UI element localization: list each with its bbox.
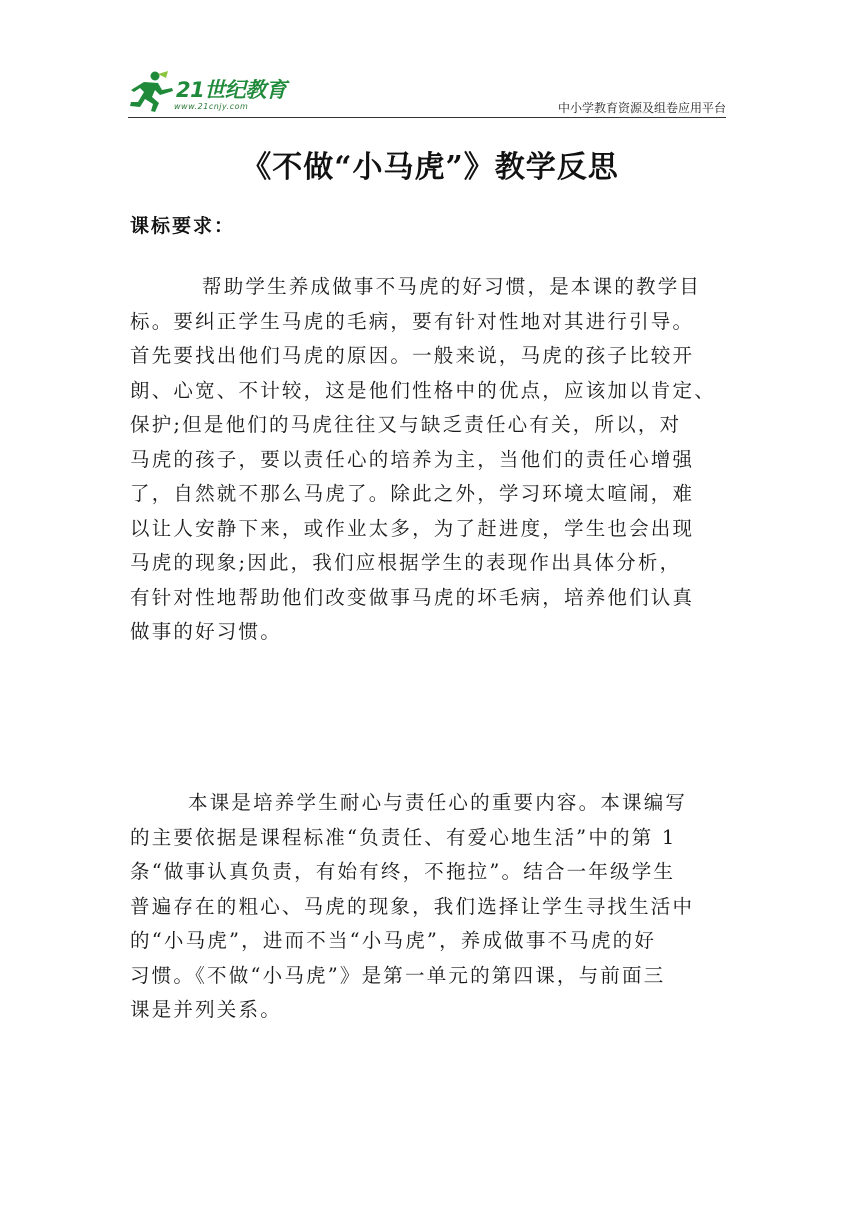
header-divider — [128, 117, 726, 118]
paragraph-line: 课是并列关系。 — [130, 998, 282, 1021]
platform-name: 中小学教育资源及组卷应用平台 — [557, 101, 726, 115]
paragraph-line: 习惯。《不做“小马虎”》是第一单元的第四课，与前面三 — [130, 963, 666, 987]
paragraph-line: 普遍存在的粗心、马虎的现象，我们选择让学生寻找生活中 — [130, 894, 695, 918]
paragraph-line: 马虎的现象;因此，我们应根据学生的表现作出具体分析， — [130, 551, 682, 574]
paragraph-line: 标。要纠正学生马虎的毛病，要有针对性地对其进行引导。 — [130, 309, 695, 333]
page-header — [128, 66, 726, 120]
logo-url: www.21cnjy.com — [174, 102, 249, 111]
logo-text: 21世纪教育 — [176, 78, 287, 102]
runner-logo-icon — [128, 70, 178, 114]
paragraph-line: 条“做事认真负责，有始有终，不拖拉”。结合一年级学生 — [130, 860, 676, 883]
paragraph-line: 首先要找出他们马虎的原因。一般来说，马虎的孩子比较开 — [130, 344, 695, 367]
paragraph-line: 以让人安静下来，或作业太多，为了赶进度，学生也会出现 — [130, 516, 695, 540]
paragraph-line: 马虎的孩子，要以责任心的培养为主，当他们的责任心增强 — [130, 447, 695, 471]
paragraph-line: 帮助学生养成做事不马虎的好习惯，是本课的教学目 — [202, 275, 702, 298]
paragraph-line: 朗、心宽、不计较，这是他们性格中的优点，应该加以肯定、 — [130, 378, 716, 402]
paragraph-line: 本课是培养学生耐心与责任心的重要内容。本课编写 — [188, 791, 688, 814]
paragraph-line: 的主要依据是课程标准“负责任、有爱心地生活”中的第 1 — [130, 825, 677, 849]
paragraph-line: 做事的好习惯。 — [130, 620, 282, 643]
paragraph-line: 保护;但是他们的马虎往往又与缺乏责任心有关，所以，对 — [130, 413, 682, 436]
paragraph-2 — [130, 786, 730, 1028]
paragraph-line: 了，自然就不那么马虎了。除此之外，学习环境太喧闹，难 — [130, 482, 695, 505]
paragraph-line: 的“小马虎”，进而不当“小马虎”，养成做事不马虎的好 — [130, 929, 657, 952]
logo — [128, 70, 298, 114]
section-label: 课标要求： — [130, 215, 236, 237]
paragraph-1 — [130, 270, 730, 650]
page-title: 《不做“小马虎”》教学反思 — [241, 150, 619, 185]
paragraph-line: 有针对性地帮助他们改变做事马虎的坏毛病，培养他们认真 — [130, 585, 695, 609]
